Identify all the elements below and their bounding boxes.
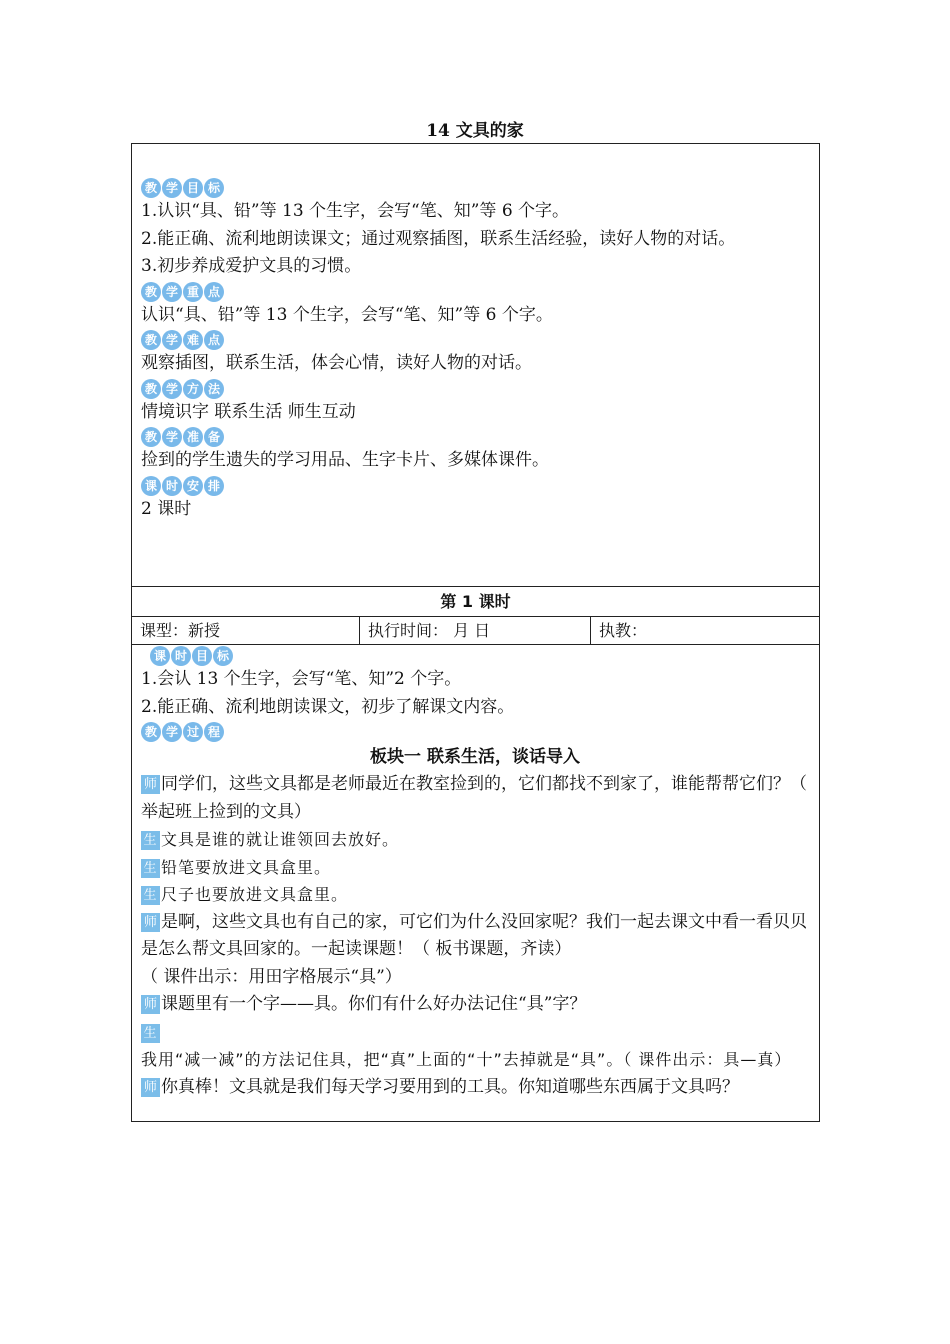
badge-difficulties: 教 学 难 点 bbox=[141, 330, 224, 350]
teacher-tag: 师 bbox=[141, 995, 160, 1014]
teacher-field: 执教： bbox=[599, 621, 648, 640]
dialogue-line bbox=[141, 881, 809, 909]
lesson-goal-2: 2.能正确、流利地朗读课文，初步了解课文内容。 bbox=[141, 696, 515, 717]
badge-key-points: 教 学 重 点 bbox=[141, 282, 224, 302]
teacher-tag: 师 bbox=[141, 1078, 160, 1097]
dialogue-text: 你真棒！文具就是我们每天学习要用到的工具。你知道哪些东西属于文具吗？ bbox=[161, 1076, 739, 1097]
dialogue-text: 文具是谁的就让谁领回去放好。 bbox=[161, 830, 400, 849]
schedule-text: 2 课时 bbox=[141, 498, 192, 519]
student-tag: 生 bbox=[141, 1024, 160, 1043]
lesson-meta-row bbox=[131, 616, 820, 645]
dialogue-text: 是啊，这些文具也有自己的家，可它们为什么没回家呢？我们一起去课文中看一看贝贝是怎么帮文具回家的。一起读课题！（ 板书课题，齐读） bbox=[141, 911, 807, 959]
lesson-header: 第 1 课时 bbox=[131, 586, 820, 617]
badge-lesson-goals: 课 时 目 标 bbox=[150, 646, 233, 666]
dialogue-line bbox=[141, 771, 809, 826]
dialogue-text: 我用“减一减”的方法记住具，把“真”上面的“十”去掉就是“具”。（ 课件出示：具—真） bbox=[141, 1050, 792, 1069]
goal-3: 3.初步养成爱护文具的习惯。 bbox=[141, 256, 362, 276]
dialogue-text: 同学们，这些文具都是老师最近在教室捡到的，它们都找不到家了，谁能帮帮它们？（ 举起班上捡到的文具） bbox=[141, 774, 807, 822]
dialogue-line bbox=[141, 1019, 809, 1074]
goal-2: 2.能正确、流利地朗读课文；通过观察插图，联系生活经验，读好人物的对话。 bbox=[141, 228, 736, 249]
goal-1: 1.认识“具、铅”等 13 个生字，会写“笔、知”等 6 个字。 bbox=[141, 201, 570, 221]
dialogue-list bbox=[141, 771, 809, 1101]
dialogue-text: 课题里有一个字——具。你们有什么好办法记住“具”字？ bbox=[161, 994, 587, 1014]
page-title: 14 文具的家 bbox=[426, 121, 524, 141]
badge-preparation: 教 学 准 备 bbox=[141, 427, 224, 447]
lesson-type: 课型：新授 bbox=[132, 617, 360, 644]
lesson-goal-1: 1.会认 13 个生字，会写“笔、知”2 个字。 bbox=[141, 669, 462, 689]
dialogue-text: （ 课件出示：用田字格展示“具”） bbox=[141, 966, 402, 987]
teacher-tag: 师 bbox=[141, 913, 160, 932]
preparation-text: 捡到的学生遗失的学习用品、生字卡片、多媒体课件。 bbox=[141, 450, 549, 470]
key-points-text: 认识“具、铅”等 13 个生字，会写“笔、知”等 6 个字。 bbox=[141, 304, 553, 325]
badge-schedule: 课 时 安 排 bbox=[141, 476, 224, 496]
dialogue-line bbox=[141, 991, 809, 1019]
difficulties-text: 观察插图，联系生活，体会心情，读好人物的对话。 bbox=[141, 353, 532, 373]
student-tag: 生 bbox=[141, 831, 160, 850]
dialogue-line bbox=[141, 826, 809, 854]
student-tag: 生 bbox=[141, 859, 160, 878]
lesson-box bbox=[131, 644, 820, 1122]
teacher-tag: 师 bbox=[141, 775, 160, 794]
block-title: 板块一 联系生活，谈话导入 bbox=[370, 747, 580, 767]
methods-text: 情境识字 联系生活 师生互动 bbox=[141, 401, 356, 422]
dialogue-line bbox=[141, 1074, 809, 1102]
student-tag: 生 bbox=[141, 886, 160, 905]
badge-methods: 教 学 方 法 bbox=[141, 379, 224, 399]
overview-box bbox=[131, 143, 820, 587]
dialogue-text: 铅笔要放进文具盒里。 bbox=[161, 857, 332, 877]
dialogue-line bbox=[141, 909, 809, 964]
badge-process: 教 学 过 程 bbox=[141, 722, 224, 742]
dialogue-line bbox=[141, 964, 809, 992]
execution-time: 执行时间： 月 日 bbox=[360, 617, 591, 644]
badge-teaching-goals: 教 学 目 标 bbox=[141, 178, 224, 198]
dialogue-line bbox=[141, 854, 809, 882]
dialogue-text: 尺子也要放进文具盒里。 bbox=[161, 885, 349, 904]
